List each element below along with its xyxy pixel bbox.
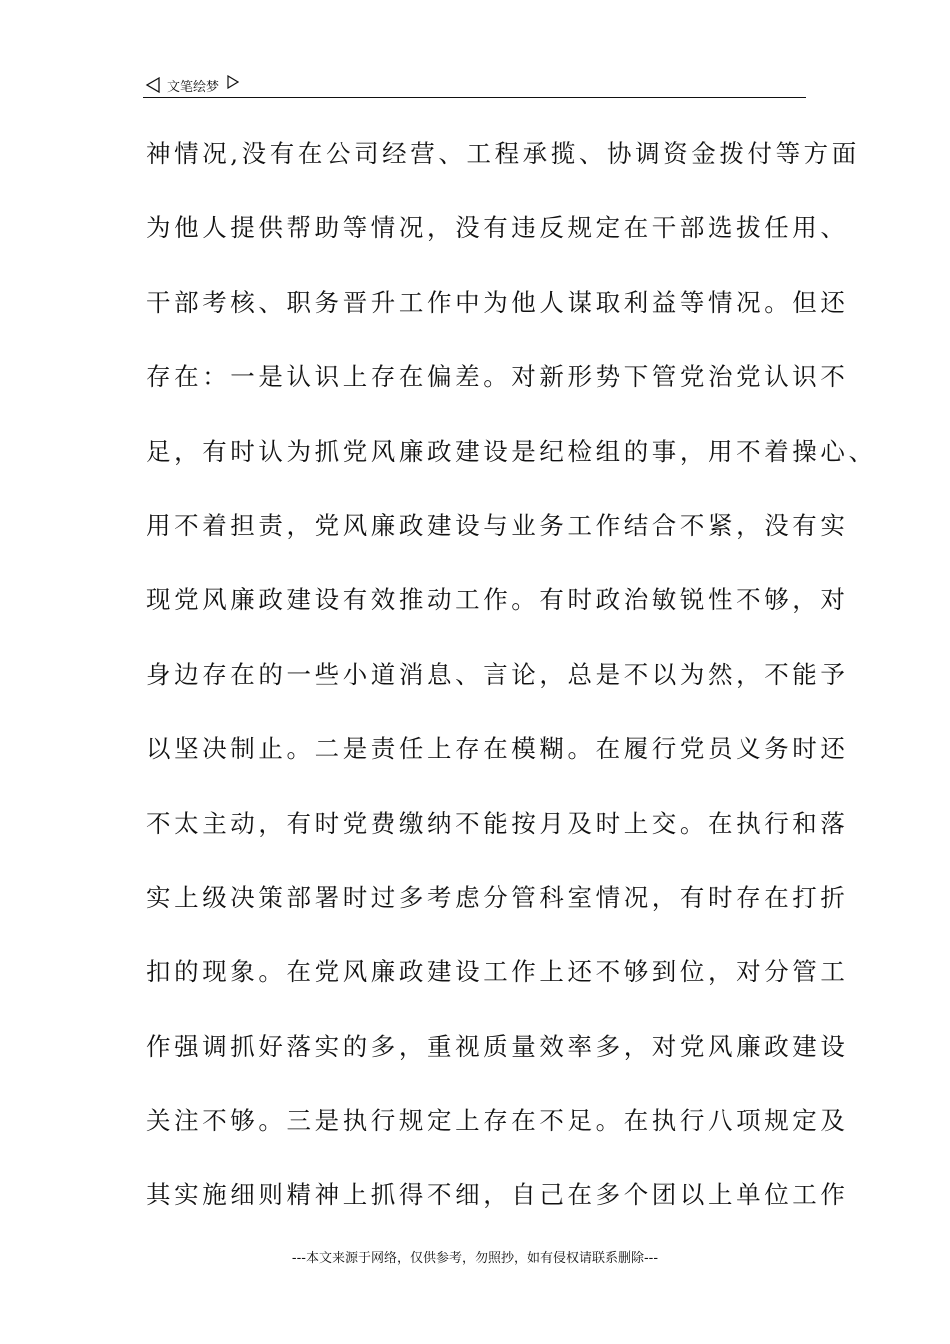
text-line: 现党风廉政建设有效推动工作。有时政治敏锐性不够，对 — [146, 585, 849, 615]
text-line: 用不着担责，党风廉政建设与业务工作结合不紧，没有实 — [146, 510, 849, 540]
triangle-right-outline-icon — [227, 75, 239, 89]
document-body — [146, 126, 877, 1242]
text-line: 实上级决策部署时过多考虑分管科室情况，有时存在打折 — [146, 882, 849, 912]
text-line: 足，有时认为抓党风廉政建设是纪检组的事，用不着操心、 — [146, 436, 877, 466]
page-header — [145, 74, 239, 96]
header-title: 文笔绘梦 — [167, 79, 220, 95]
text-line: 存在：一是认识上存在偏差。对新形势下管党治党认识不 — [146, 362, 849, 392]
text-line: 神情况,没有在公司经营、工程承揽、协调资金拨付等方面 — [146, 139, 860, 168]
text-line: 关注不够。三是执行规定上存在不足。在执行八项规定及 — [146, 1106, 849, 1136]
text-line: 其实施细则精神上抓得不细，自己在多个团以上单位工作 — [146, 1180, 849, 1210]
text-line: 以坚决制止。二是责任上存在模糊。在履行党员义务时还 — [146, 734, 849, 764]
text-line: 干部考核、职务晋升工作中为他人谋取利益等情况。但还 — [146, 287, 849, 317]
text-line: 扣的现象。在党风廉政建设工作上还不够到位，对分管工 — [146, 957, 849, 987]
header-divider — [143, 97, 806, 98]
text-line: 作强调抓好落实的多，重视质量效率多，对党风廉政建设 — [146, 1031, 849, 1061]
text-line: 不太主动，有时党费缴纳不能按月及时上交。在执行和落 — [146, 808, 849, 838]
text-line: 身边存在的一些小道消息、言论，总是不以为然，不能予 — [146, 659, 849, 689]
text-line: 为他人提供帮助等情况，没有违反规定在干部选拔任用、 — [146, 213, 849, 243]
triangle-left-outline-icon — [145, 77, 161, 93]
footer-notice: ---本文来源于网络，仅供参考，勿照抄，如有侵权请联系删除--- — [291, 1251, 659, 1266]
